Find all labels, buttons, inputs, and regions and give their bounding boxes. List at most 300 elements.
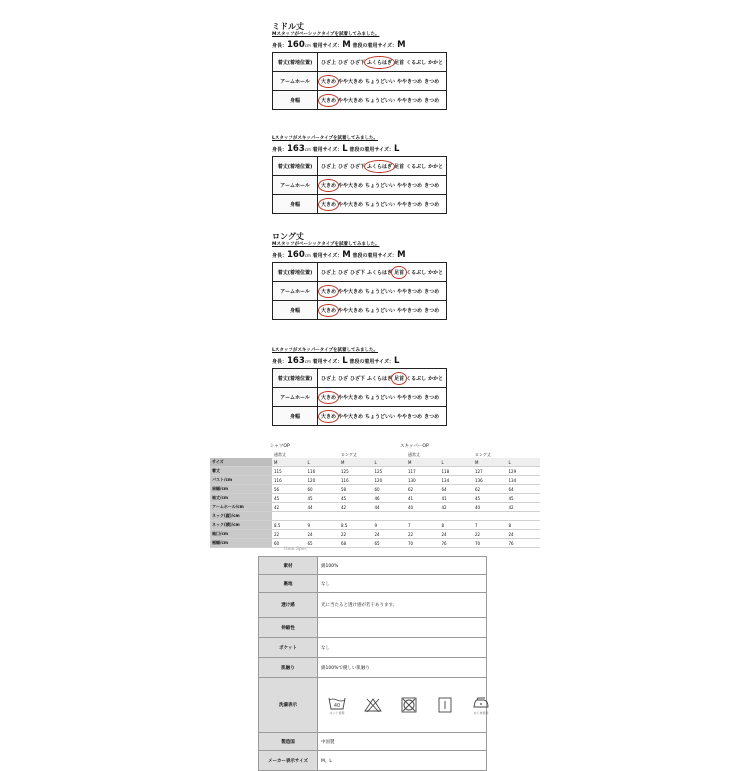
measure-cell	[306, 512, 340, 521]
size-table	[210, 451, 540, 548]
size-label: 着用サイズ：	[312, 147, 343, 153]
line-dry-icon	[435, 694, 455, 716]
usual-size-label: 普段の着用サイズ：	[349, 359, 395, 365]
height-value: 160	[287, 40, 305, 50]
measure-cell: 68	[339, 539, 373, 548]
measure-row	[210, 530, 540, 539]
fit-option: きつめ	[424, 394, 440, 401]
measure-cell	[272, 512, 306, 521]
fit-option-selected: 大きめ	[321, 413, 337, 420]
fit-option-selected: 大きめ	[321, 394, 337, 401]
wash-40-icon	[327, 694, 347, 716]
fit-option: ややきつめ	[397, 78, 423, 85]
measure-cell: 129	[507, 467, 541, 476]
fit-option-selected: 大きめ	[321, 182, 337, 189]
measure-label: 袖口/cm	[210, 530, 272, 539]
fit-option: やや大きめ	[338, 307, 364, 314]
fit-row-options	[318, 176, 447, 195]
measure-cell: 45	[473, 494, 507, 503]
fit-table	[272, 368, 447, 426]
fit-option: ひざ上	[321, 375, 337, 382]
fit-option: ふくらはぎ	[367, 269, 393, 276]
measure-label: ネック(縦)/cm	[210, 512, 272, 521]
size-value: L	[342, 144, 348, 154]
fit-row-options	[318, 263, 447, 282]
measure-label: 着丈	[210, 467, 272, 476]
measure-cell	[507, 512, 541, 521]
fit-option: くるぶし	[406, 375, 427, 382]
measure-cell: 70	[473, 539, 507, 548]
fit-row-options	[318, 388, 447, 407]
size-row	[210, 458, 540, 467]
spec-label: 肌触り	[259, 658, 318, 678]
spec-row	[259, 733, 487, 751]
height-unit: cm	[304, 147, 311, 152]
spec-row	[259, 575, 487, 593]
measure-label: バスト/cm	[210, 476, 272, 485]
measure-row	[210, 485, 540, 494]
size-chart	[210, 441, 540, 548]
fit-row-options	[318, 195, 447, 214]
fit-row-options	[318, 282, 447, 301]
length-header	[440, 451, 474, 458]
measure-cell: 136	[473, 476, 507, 485]
group-label-shirt: シャツOP	[270, 444, 290, 449]
fit-row-options	[318, 91, 447, 110]
measure-cell: 64	[440, 485, 474, 494]
spec-label: 製造国	[259, 733, 318, 751]
fit-option: ちょうどいい	[365, 97, 396, 104]
measure-cell: 76	[507, 539, 541, 548]
fit-section-stats	[272, 142, 447, 156]
measure-cell: 125	[373, 467, 407, 476]
fit-row	[273, 388, 447, 407]
item-spec-title: Item Spec	[284, 547, 308, 552]
length-header	[507, 451, 541, 458]
fit-option: ややきつめ	[397, 307, 423, 314]
fit-row-options	[318, 53, 447, 72]
fit-option-selected: 足首	[394, 375, 405, 382]
item-spec-table	[258, 556, 487, 771]
measure-cell: 117	[406, 467, 440, 476]
size-value: M	[342, 40, 351, 50]
size-value: M	[342, 250, 351, 260]
fit-option: ひざ下	[350, 375, 366, 382]
fit-option: かかと	[428, 163, 444, 170]
spec-value: 光に当たると透け感が若干あります。	[318, 593, 487, 618]
fit-option: ひざ上	[321, 163, 337, 170]
fit-option: かかと	[428, 59, 444, 66]
measure-cell: 134	[507, 476, 541, 485]
usual-size-value: M	[397, 40, 406, 50]
fit-option: 足首	[394, 59, 405, 66]
fit-option: くるぶし	[406, 59, 427, 66]
measure-cell: 40	[473, 503, 507, 512]
measure-cell: 9	[306, 521, 340, 530]
measure-cell: 70	[406, 539, 440, 548]
measure-cell: 24	[373, 530, 407, 539]
fit-row-label: 身幅	[273, 195, 318, 214]
measure-cell: 42	[339, 503, 373, 512]
fit-option: ちょうどいい	[365, 78, 396, 85]
height-value: 163	[287, 356, 305, 366]
fit-option: かかと	[428, 375, 444, 382]
height-unit: cm	[304, 253, 311, 258]
usual-size-value: L	[394, 356, 400, 366]
size-value: L	[342, 356, 348, 366]
spec-value: 綿100%	[318, 557, 487, 575]
fit-row	[273, 91, 447, 110]
fit-option: やや大きめ	[338, 97, 364, 104]
fit-section-subtitle: Lスタッフがスキッパータイプを試着してみました。	[272, 348, 379, 353]
fit-table	[272, 156, 447, 214]
iron-low-icon	[471, 694, 491, 716]
fit-row-options	[318, 72, 447, 91]
fit-option: ひざ下	[350, 59, 366, 66]
fit-row	[273, 263, 447, 282]
measure-cell	[473, 512, 507, 521]
measure-cell	[406, 512, 440, 521]
fit-row-label: アームホール	[273, 72, 318, 91]
measure-cell: 60	[272, 539, 306, 548]
fit-option: くるぶし	[406, 269, 427, 276]
size-cell: L	[507, 458, 541, 467]
fit-row	[273, 195, 447, 214]
measure-cell: 56	[272, 485, 306, 494]
measure-cell: 44	[373, 503, 407, 512]
spec-label: 裏地	[259, 575, 318, 593]
fit-row-label: 着丈(着地位置)	[273, 263, 318, 282]
fit-row-options	[318, 369, 447, 388]
fit-option-selected: ふくらはぎ	[367, 163, 393, 170]
fit-option: やや大きめ	[338, 182, 364, 189]
measure-cell: 116	[272, 476, 306, 485]
measure-cell: 118	[440, 467, 474, 476]
fit-option: きつめ	[424, 288, 440, 295]
fit-section-stats	[272, 38, 447, 52]
measure-cell: 8	[440, 521, 474, 530]
height-unit: cm	[304, 43, 311, 48]
measure-cell: 8	[507, 521, 541, 530]
fit-row	[273, 369, 447, 388]
fit-option: くるぶし	[406, 163, 427, 170]
fit-section	[272, 232, 447, 320]
measure-cell	[440, 512, 474, 521]
fit-section-title	[272, 126, 447, 136]
fit-section-title	[272, 338, 447, 348]
svg-text:40: 40	[333, 703, 341, 709]
spec-label: 洗濯表示	[259, 678, 318, 733]
spec-value	[318, 618, 487, 638]
fit-option: きつめ	[424, 413, 440, 420]
spec-row	[259, 638, 487, 658]
fit-option: ふくらはぎ	[367, 375, 393, 382]
length-header	[373, 451, 407, 458]
measure-cell: 45	[306, 494, 340, 503]
size-label: 着用サイズ：	[312, 253, 343, 259]
fit-option-selected: 大きめ	[321, 97, 337, 104]
measure-label: 裾幅/cm	[210, 539, 272, 548]
measure-cell: 125	[339, 467, 373, 476]
fit-row	[273, 282, 447, 301]
measure-cell: 22	[272, 530, 306, 539]
fit-option: ひざ	[338, 269, 349, 276]
measure-cell: 42	[440, 503, 474, 512]
fit-option: ひざ	[338, 375, 349, 382]
fit-option: かかと	[428, 269, 444, 276]
spec-label: 伸縮性	[259, 618, 318, 638]
fit-section-stats	[272, 354, 447, 368]
measure-row	[210, 494, 540, 503]
fit-row-label: 身幅	[273, 407, 318, 426]
length-header: 通常丈	[408, 451, 420, 457]
spec-row	[259, 557, 487, 575]
care-caption: ネット使用	[329, 711, 345, 715]
fit-row-options	[318, 301, 447, 320]
fit-option: ちょうどいい	[365, 394, 396, 401]
measure-label: アームホール/cm	[210, 503, 272, 512]
size-row-label: サイズ	[210, 458, 272, 467]
usual-size-label: 普段の着用サイズ：	[352, 43, 398, 49]
measure-cell: 62	[473, 485, 507, 494]
measure-cell: 45	[339, 494, 373, 503]
no-tumble-dry-icon	[399, 694, 419, 716]
fit-row-options	[318, 157, 447, 176]
measure-cell: 45	[272, 494, 306, 503]
measure-cell: 8.5	[339, 521, 373, 530]
measure-label: ネック(横)/cm	[210, 521, 272, 530]
measure-cell: 22	[473, 530, 507, 539]
fit-option: ひざ	[338, 163, 349, 170]
fit-row-label: 着丈(着地位置)	[273, 157, 318, 176]
spec-value: M、L	[318, 751, 487, 771]
measure-cell: 130	[406, 476, 440, 485]
size-cell: M	[339, 458, 373, 467]
measure-cell: 9	[373, 521, 407, 530]
height-label: 身長：	[272, 253, 288, 259]
fit-option: ややきつめ	[397, 182, 423, 189]
size-cell: M	[406, 458, 440, 467]
care-caption: あて布使用	[473, 711, 489, 715]
spec-label: 透け感	[259, 593, 318, 618]
usual-size-value: M	[397, 250, 406, 260]
size-chart-groups	[210, 441, 540, 451]
fit-option: きつめ	[424, 78, 440, 85]
fit-option: やや大きめ	[338, 78, 364, 85]
measure-cell: 24	[306, 530, 340, 539]
height-unit: cm	[304, 359, 311, 364]
usual-size-value: L	[394, 144, 400, 154]
size-header-corner	[210, 451, 272, 458]
group-label-skipper: スキッパーOP	[400, 444, 429, 449]
measure-cell: 76	[440, 539, 474, 548]
spec-label: ポケット	[259, 638, 318, 658]
fit-option-selected: ふくらはぎ	[367, 59, 393, 66]
no-bleach-icon	[363, 694, 383, 716]
spec-value: 綿100%で優しい肌触り	[318, 658, 487, 678]
fit-option: やや大きめ	[338, 394, 364, 401]
fit-option: やや大きめ	[338, 288, 364, 295]
fit-option: ひざ	[338, 59, 349, 66]
fit-option: きつめ	[424, 307, 440, 314]
fit-option: ひざ下	[350, 269, 366, 276]
fit-option: 足首	[394, 163, 405, 170]
fit-option: ちょうどいい	[365, 307, 396, 314]
fit-option-selected: 大きめ	[321, 307, 337, 314]
spec-row	[259, 618, 487, 638]
measure-cell: 45	[507, 494, 541, 503]
fit-option: ひざ上	[321, 269, 337, 276]
length-header	[306, 451, 340, 458]
measure-cell: 65	[373, 539, 407, 548]
measure-cell: 64	[507, 485, 541, 494]
measure-cell: 41	[406, 494, 440, 503]
spec-row	[259, 593, 487, 618]
measure-cell: 41	[440, 494, 474, 503]
measure-cell: 42	[507, 503, 541, 512]
fit-section-subtitle: Mスタッフがベーシックタイプを試着してみました。	[272, 32, 380, 37]
fit-row	[273, 72, 447, 91]
fit-option: ちょうどいい	[365, 288, 396, 295]
measure-cell: 22	[339, 530, 373, 539]
fit-option: やや大きめ	[338, 413, 364, 420]
fit-row-label: 着丈(着地位置)	[273, 369, 318, 388]
fit-row-label: アームホール	[273, 282, 318, 301]
measure-cell: 120	[373, 476, 407, 485]
fit-option: きつめ	[424, 201, 440, 208]
size-cell: L	[306, 458, 340, 467]
fit-option-selected: 大きめ	[321, 201, 337, 208]
spec-value: なし	[318, 638, 487, 658]
measure-cell: 40	[406, 503, 440, 512]
measure-cell: 116	[306, 467, 340, 476]
fit-option: ひざ上	[321, 59, 337, 66]
measure-cell: 7	[406, 521, 440, 530]
spec-label: 素材	[259, 557, 318, 575]
length-header: 通常丈	[274, 451, 286, 457]
spec-label: メーカー表示サイズ	[259, 751, 318, 771]
length-header: ロング丈	[341, 451, 357, 457]
fit-row-label: アームホール	[273, 388, 318, 407]
fit-option: ちょうどいい	[365, 201, 396, 208]
measure-row	[210, 476, 540, 485]
measure-cell: 60	[373, 485, 407, 494]
fit-option: やや大きめ	[338, 201, 364, 208]
fit-option: ややきつめ	[397, 394, 423, 401]
fit-option-selected: 足首	[394, 269, 405, 276]
measure-cell	[339, 512, 373, 521]
fit-option: きつめ	[424, 182, 440, 189]
height-label: 身長：	[272, 147, 288, 153]
size-header-row	[210, 451, 540, 458]
size-cell: M	[473, 458, 507, 467]
size-cell: L	[373, 458, 407, 467]
measure-cell	[373, 512, 407, 521]
measure-cell: 46	[373, 494, 407, 503]
fit-row-label: 身幅	[273, 91, 318, 110]
measure-cell: 116	[339, 476, 373, 485]
spec-row	[259, 678, 487, 733]
item-spec-heading	[258, 546, 488, 554]
usual-size-label: 普段の着用サイズ：	[349, 147, 395, 153]
measure-cell: 24	[507, 530, 541, 539]
size-label: 着用サイズ：	[312, 43, 343, 49]
spec-value: 中国製	[318, 733, 487, 751]
measure-row	[210, 467, 540, 476]
fit-option: ややきつめ	[397, 288, 423, 295]
spec-value: なし	[318, 575, 487, 593]
measure-cell: 24	[440, 530, 474, 539]
fit-section-subtitle: Mスタッフがベーシックタイプを試着してみました。	[272, 242, 380, 247]
fit-option: ちょうどいい	[365, 413, 396, 420]
fit-option: ややきつめ	[397, 201, 423, 208]
measure-cell: 60	[306, 485, 340, 494]
size-cell: M	[272, 458, 306, 467]
fit-row-options	[318, 407, 447, 426]
measure-cell: 44	[306, 503, 340, 512]
fit-row	[273, 53, 447, 72]
fit-option: ややきつめ	[397, 97, 423, 104]
height-label: 身長：	[272, 359, 288, 365]
measure-cell: 120	[306, 476, 340, 485]
fit-section	[272, 338, 447, 426]
fit-row-label: 着丈(着地位置)	[273, 53, 318, 72]
measure-cell: 8.5	[272, 521, 306, 530]
measure-cell: 58	[339, 485, 373, 494]
measure-row	[210, 503, 540, 512]
height-label: 身長：	[272, 43, 288, 49]
usual-size-label: 普段の着用サイズ：	[352, 253, 398, 259]
size-cell: L	[440, 458, 474, 467]
fit-section-subtitle: Lスタッフがスキッパータイプを試着してみました。	[272, 136, 379, 141]
fit-option: ややきつめ	[397, 413, 423, 420]
fit-section-stats	[272, 248, 447, 262]
fit-row	[273, 157, 447, 176]
fit-option-selected: 大きめ	[321, 288, 337, 295]
length-header: ロング丈	[475, 451, 491, 457]
measure-cell: 65	[306, 539, 340, 548]
fit-section-title: ロング丈	[272, 232, 304, 241]
measure-label: 肩幅/cm	[210, 485, 272, 494]
height-value: 160	[287, 250, 305, 260]
fit-section	[272, 126, 447, 214]
fit-table	[272, 52, 447, 110]
measure-cell: 115	[272, 467, 306, 476]
fit-option-selected: 大きめ	[321, 78, 337, 85]
fit-option: きつめ	[424, 97, 440, 104]
measure-row	[210, 512, 540, 521]
measure-cell: 134	[440, 476, 474, 485]
fit-option: ちょうどいい	[365, 182, 396, 189]
fit-table	[272, 262, 447, 320]
fit-row-label: 身幅	[273, 301, 318, 320]
fit-section	[272, 22, 447, 110]
measure-label: 袖丈/cm	[210, 494, 272, 503]
measure-cell: 127	[473, 467, 507, 476]
care-icons	[318, 678, 487, 733]
fit-row	[273, 176, 447, 195]
fit-row	[273, 301, 447, 320]
height-value: 163	[287, 144, 305, 154]
measure-cell: 7	[473, 521, 507, 530]
fit-option: ひざ下	[350, 163, 366, 170]
spec-row	[259, 658, 487, 678]
measure-row	[210, 521, 540, 530]
spec-row	[259, 751, 487, 771]
fit-row	[273, 407, 447, 426]
size-label: 着用サイズ：	[312, 359, 343, 365]
measure-cell: 22	[406, 530, 440, 539]
